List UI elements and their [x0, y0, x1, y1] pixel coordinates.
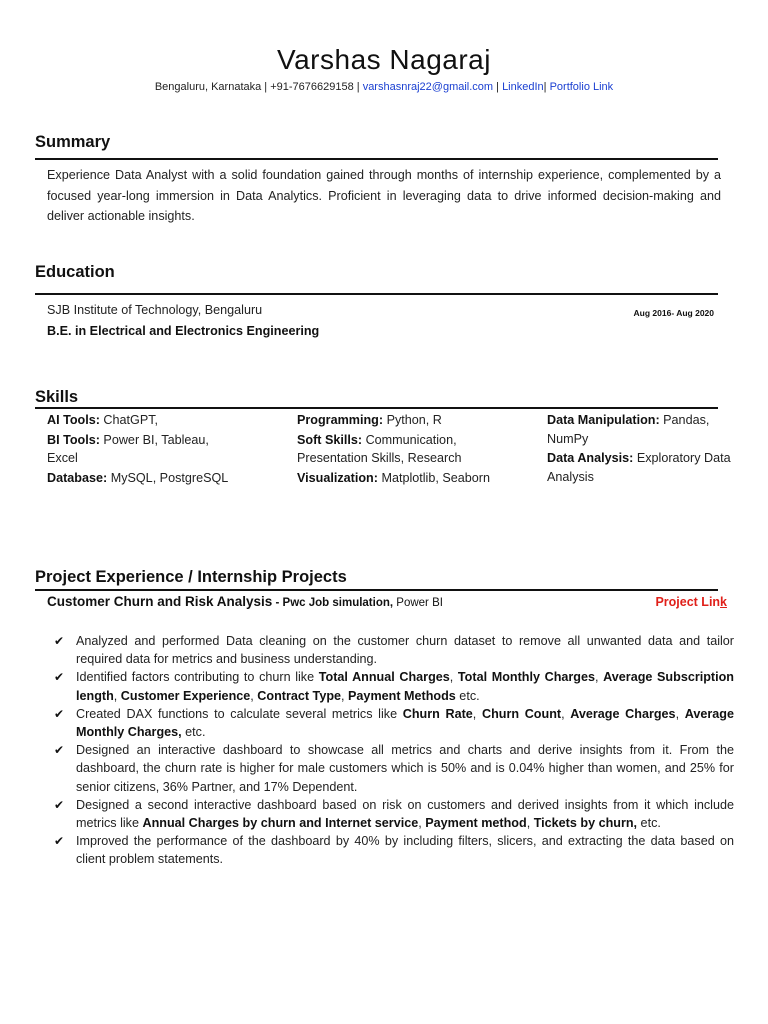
bullet-text-segment: , — [675, 706, 685, 721]
skills-column-1 — [47, 411, 237, 488]
bullet-text-segment: , — [113, 688, 121, 703]
projects-divider — [35, 589, 718, 591]
skill-label: Data Manipulation: — [547, 413, 660, 427]
skill-item — [547, 449, 737, 486]
bullet-text-segment: etc. — [637, 816, 661, 831]
bullet-text-segment: Customer Experience — [120, 688, 251, 703]
skill-item — [297, 411, 497, 430]
skill-label: AI Tools: — [47, 413, 100, 427]
bullet-text-segment: Designed a second interactive dashboard based on risk on customers and derived insights from it which include metrics like — [76, 797, 734, 831]
project-bullet — [54, 632, 734, 668]
project-bullet — [54, 705, 734, 741]
project-link-text[interactable]: Project Lin — [655, 595, 721, 609]
checkmark-icon: ✔ — [54, 634, 65, 648]
bullet-text-segment: Average Subscription length — [76, 670, 734, 703]
skill-value: Matplotlib, Seaborn — [377, 470, 490, 485]
location-phone: Bengaluru, Karnataka | +91-7676629158 | — [154, 81, 363, 93]
project-title — [47, 594, 443, 609]
projects-heading: Project Experience / Internship Projects — [35, 568, 347, 586]
checkmark-icon: ✔ — [54, 797, 65, 812]
skill-item — [47, 411, 237, 430]
contact-separator: | — [543, 81, 550, 93]
education-school: SJB Institute of Technology, Bengaluru — [47, 303, 263, 317]
skill-label: Database: — [47, 470, 108, 485]
project-subtitle: - Pwc Job simulation, — [272, 597, 394, 609]
skills-column-2 — [297, 411, 497, 488]
project-tool: Power BI — [393, 597, 443, 609]
project-bullet — [54, 796, 734, 832]
candidate-name: Varshas Nagaraj — [277, 44, 491, 75]
portfolio-link[interactable]: Portfolio Link — [549, 81, 614, 93]
skill-label: BI Tools: — [47, 432, 100, 447]
skill-label: Programming: — [297, 413, 384, 427]
bullet-text-segment: Improved the performance of the dashboard by 40% by including filters, slicers, and extracting the data based on client problem statements. — [76, 834, 734, 867]
education-dates: Aug 2016- Aug 2020 — [633, 308, 714, 318]
project-bullet — [54, 741, 734, 796]
bullet-text-segment: Designed an interactive dashboard to showcase all metrics and charts and derive insights from it. From the dashboard, the churn rate is higher for male customers which is 50% and is 0.04% higher than women, and 25% for senior citizens, 36% Partner, and 17% Dependent. — [76, 743, 734, 794]
contact-line — [0, 81, 768, 93]
summary-heading: Summary — [35, 133, 111, 151]
skill-label: Soft Skills: — [297, 432, 363, 447]
bullet-text-segment: , — [561, 706, 571, 721]
checkmark-icon: ✔ — [54, 834, 65, 849]
project-link-text-tail[interactable]: k — [720, 595, 727, 609]
skills-column-3 — [547, 411, 737, 487]
skills-heading: Skills — [35, 388, 79, 406]
summary-text: Experience Data Analyst with a solid foundation gained through months of internship experience, complemented by a focused year-long immersion in Data Analytics. Proficient in leveraging data to drive informed decision-making and deliver actionable insights. — [47, 168, 721, 223]
education-heading: Education — [35, 263, 115, 281]
bullet-text-segment: Churn Rate — [402, 706, 473, 721]
bullet-text-segment: Total Annual Charges — [318, 670, 450, 685]
bullet-text-segment: , — [250, 688, 258, 703]
skill-item — [297, 469, 497, 488]
bullet-text-segment: , — [526, 816, 534, 831]
skill-value: ChatGPT, — [99, 413, 159, 427]
checkmark-icon: ✔ — [54, 706, 65, 721]
skill-label: Data Analysis: — [547, 451, 634, 465]
bullet-text-segment: Average Charges — [570, 706, 676, 721]
bullet-text-segment: , — [472, 706, 482, 721]
bullet-text-segment: Churn Count — [481, 706, 562, 721]
skill-value: Pandas, NumPy — [547, 413, 710, 446]
skill-item — [47, 431, 237, 468]
bullet-text-segment: , — [595, 670, 604, 685]
project-bullets — [54, 632, 734, 869]
bullet-text-segment: , — [341, 688, 349, 703]
bullet-text-segment: etc. — [455, 688, 480, 703]
project-bullet — [54, 832, 734, 868]
linkedin-link[interactable]: LinkedIn — [502, 81, 544, 93]
checkmark-icon: ✔ — [54, 743, 65, 758]
bullet-text-segment: Annual Charges by churn and Internet service — [142, 816, 419, 831]
summary-divider — [35, 158, 718, 160]
bullet-text-segment: etc. — [181, 725, 206, 740]
bullet-text-segment: Payment method — [425, 816, 527, 831]
bullet-text-segment: Average Monthly Charges, — [76, 706, 734, 740]
project-link[interactable] — [655, 595, 727, 609]
bullet-text-segment: Created DAX functions to calculate several metrics like — [76, 706, 403, 721]
contact-separator: | — [493, 81, 503, 93]
skill-item — [47, 469, 237, 488]
bullet-text-segment: , — [418, 816, 426, 831]
bullet-text-segment: Contract Type — [257, 688, 342, 703]
skill-value: Python, R — [383, 413, 442, 427]
bullet-text-segment: Tickets by churn, — [533, 816, 638, 831]
bullet-text-segment: Total Monthly Charges — [457, 670, 596, 685]
project-name: Customer Churn and Risk Analysis — [47, 594, 273, 609]
email-link[interactable]: varshasnraj22@gmail.com — [362, 81, 494, 93]
education-divider — [35, 293, 718, 295]
skill-value: Power BI, Tableau, Excel — [47, 432, 209, 465]
skill-label: Visualization: — [297, 470, 378, 485]
project-bullet — [54, 668, 734, 704]
bullet-text-segment: Identified factors contributing to churn like — [76, 670, 319, 685]
skill-value: Communication, Presentation Skills, Research — [297, 432, 462, 465]
bullet-text-segment: Analyzed and performed Data cleaning on the customer churn dataset to remove all unwanted data and tailor required data for metrics and business understanding. — [76, 634, 734, 667]
bullet-text-segment: Payment Methods — [348, 688, 456, 703]
bullet-text-segment: , — [449, 670, 458, 685]
skill-value: Exploratory Data Analysis — [547, 451, 731, 484]
checkmark-icon: ✔ — [54, 670, 65, 685]
education-degree: B.E. in Electrical and Electronics Engineering — [47, 324, 320, 338]
skills-divider — [35, 407, 718, 409]
skill-item — [547, 411, 737, 448]
skill-item — [297, 431, 497, 468]
skill-value: MySQL, PostgreSQL — [107, 470, 229, 485]
